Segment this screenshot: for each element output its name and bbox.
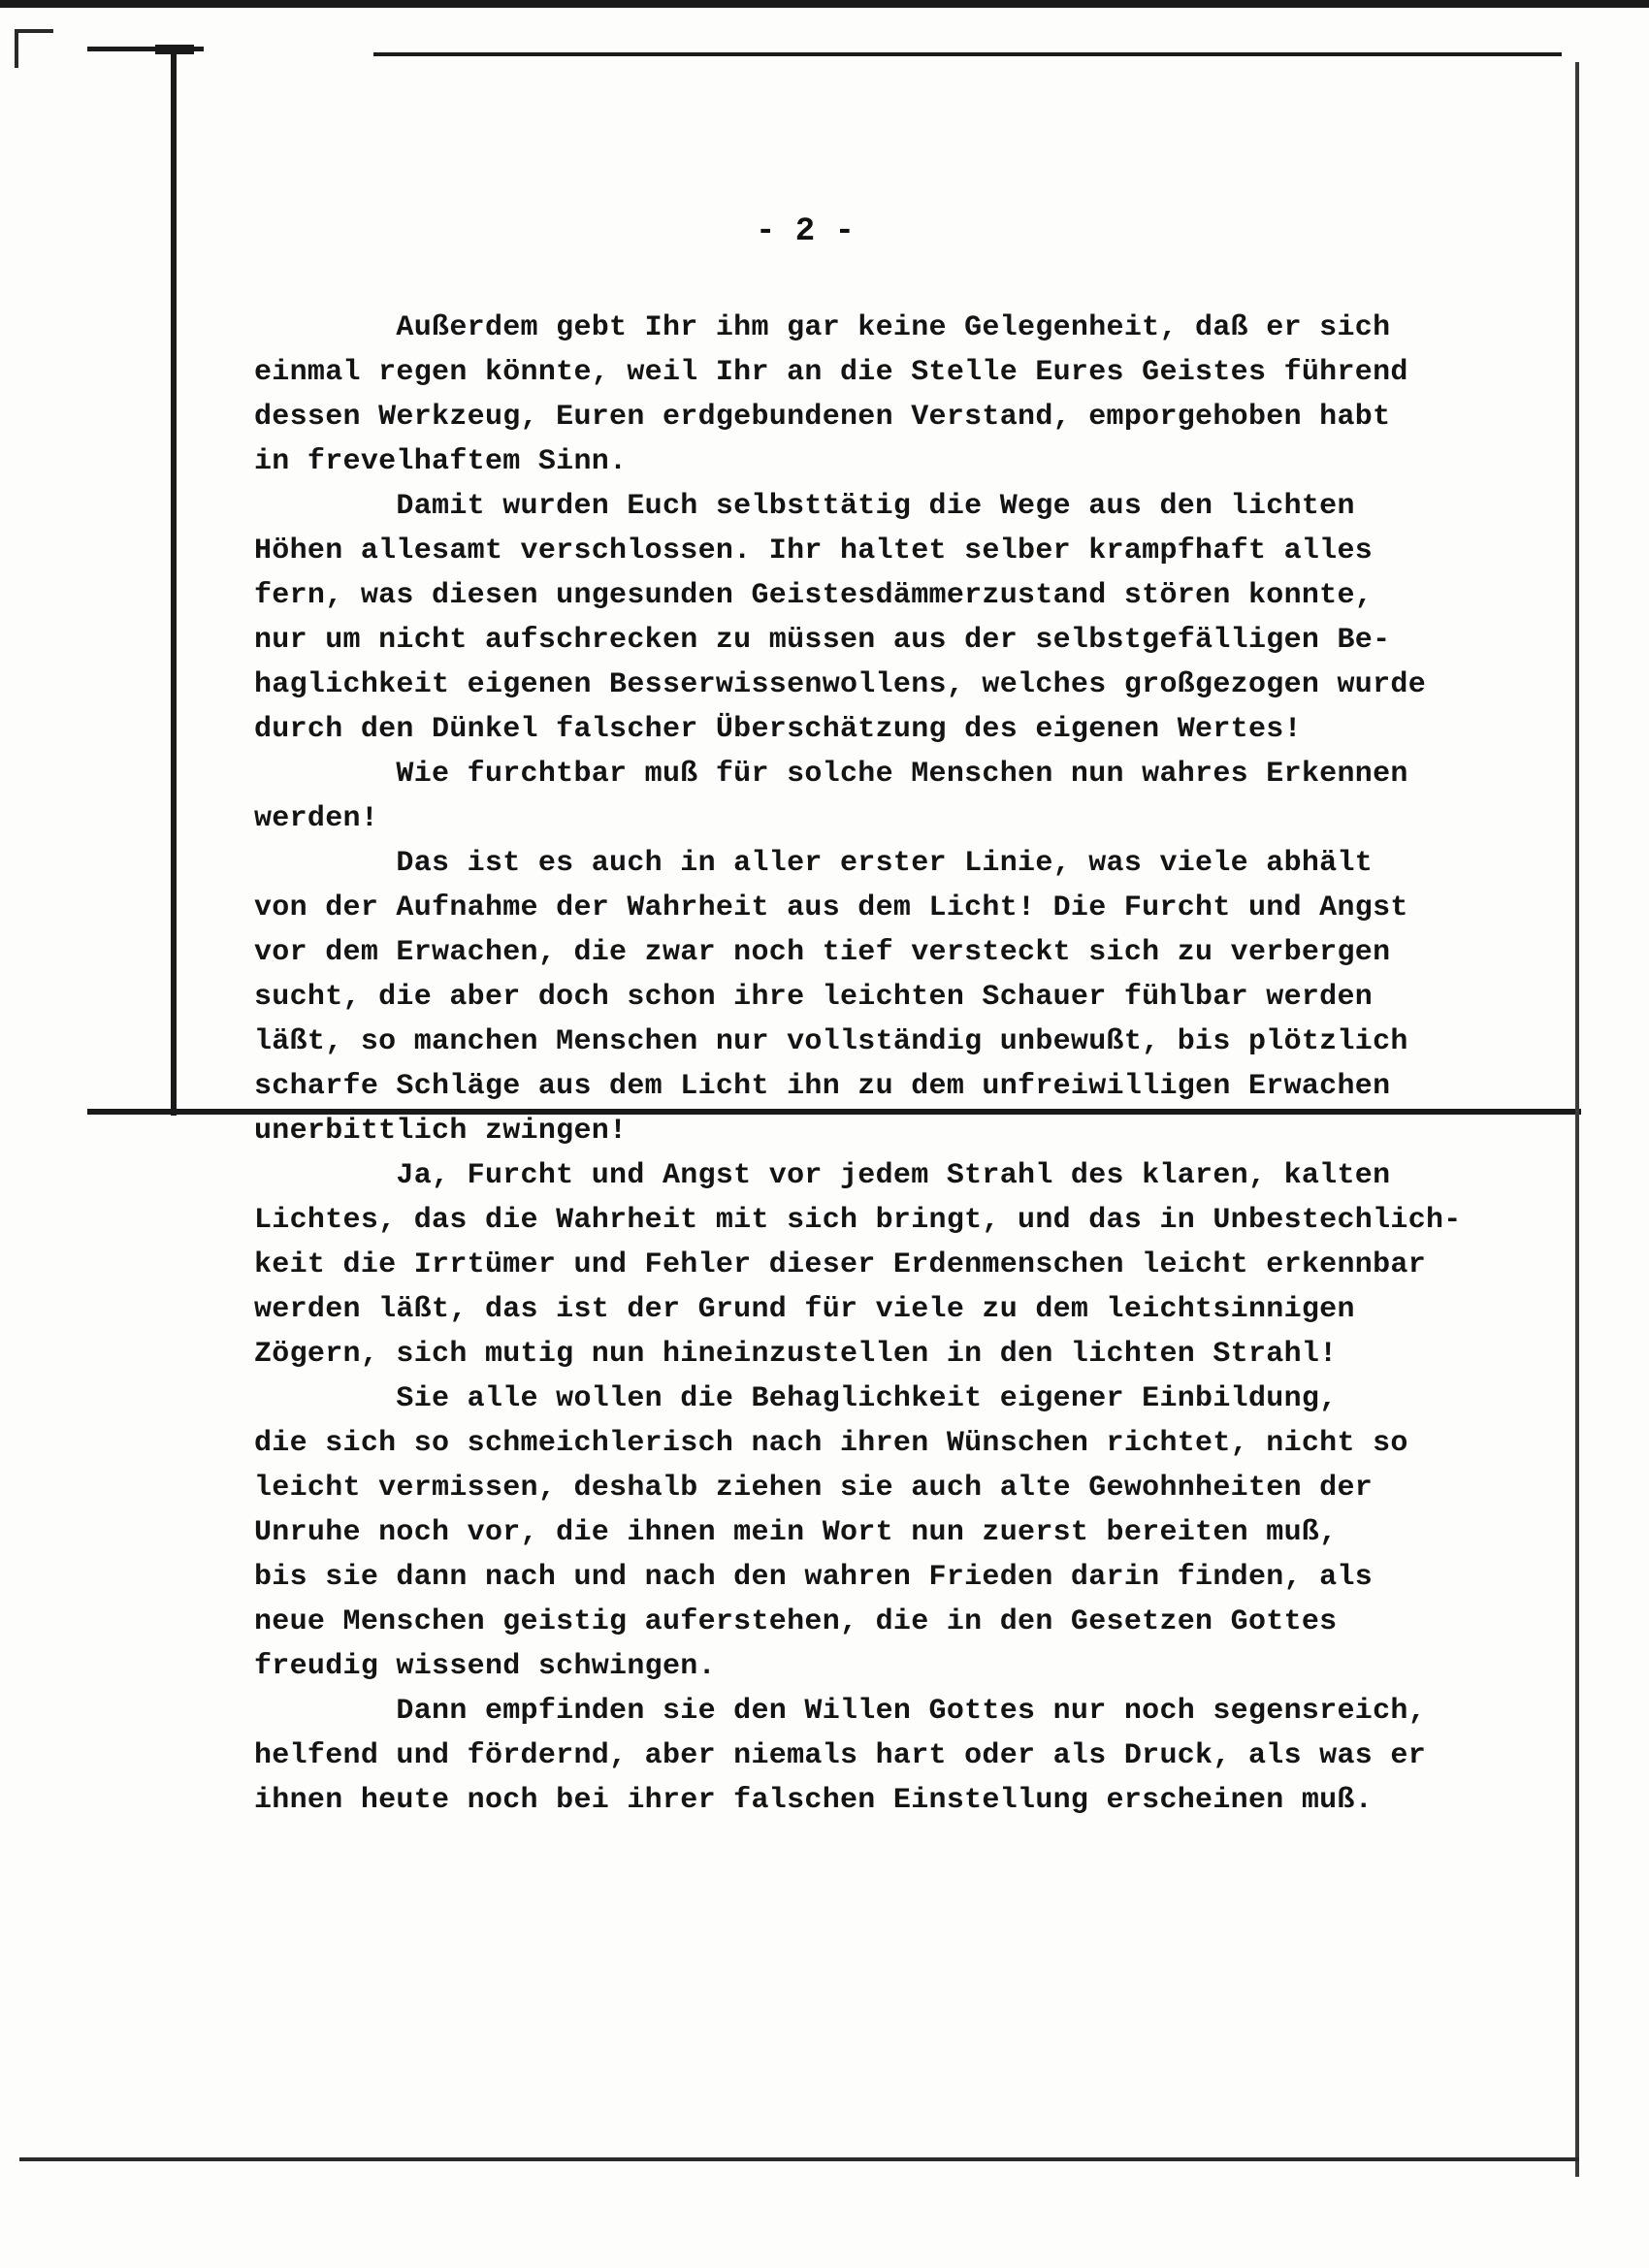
text-line: Ja, Furcht und Angst vor jedem Strahl des klaren, kalten (254, 1159, 1391, 1192)
text-line: Höhen allesamt verschlossen. Ihr haltet selber krampfhaft alles (254, 535, 1374, 567)
text-line: die sich so schmeichlerisch nach ihren Wünschen richtet, nicht so (254, 1427, 1408, 1460)
top-scan-edge (0, 0, 1649, 8)
text-line: Dann empfinden sie den Willen Gottes nur noch segensreich, (254, 1695, 1426, 1728)
text-line: Zögern, sich mutig nun hineinzustellen in den lichten Strahl! (254, 1338, 1338, 1371)
page-number: - 2 - (755, 213, 856, 250)
text-line: vor dem Erwachen, die zwar noch tief versteckt sich zu verbergen (254, 936, 1391, 969)
text-line: helfend und fördernd, aber niemals hart oder als Druck, als was er (254, 1739, 1426, 1772)
text-line: einmal regen könnte, weil Ihr an die Stelle Eures Geistes führend (254, 356, 1408, 389)
text-line: nur um nicht aufschrecken zu müssen aus der selbstgefälligen Be- (254, 624, 1391, 657)
text-line: sucht, die aber doch schon ihre leichten Schauer fühlbar werden (254, 981, 1374, 1014)
text-line: Außerdem gebt Ihr ihm gar keine Gelegenheit, daß er sich (254, 311, 1391, 344)
bottom-page-edge (19, 2157, 1579, 2161)
text-line: ihnen heute noch bei ihrer falschen Einstellung erscheinen muß. (254, 1784, 1374, 1817)
text-line: haglichkeit eigenen Besserwissenwollens, welches großgezogen wurde (254, 668, 1426, 701)
text-line: Das ist es auch in aller erster Linie, was viele abhält (254, 847, 1374, 880)
text-line: werden! (254, 802, 379, 835)
typed-text-body (254, 306, 1515, 1823)
text-line: läßt, so manchen Menschen nur vollständig unbewußt, bis plötzlich (254, 1025, 1408, 1058)
text-line: Damit wurden Euch selbsttätig die Wege aus den lichten (254, 490, 1355, 523)
text-line: fern, was diesen ungesunden Geistesdämmerzustand stören konnte, (254, 579, 1374, 612)
text-line: dessen Werkzeug, Euren erdgebundenen Verstand, emporgehoben habt (254, 401, 1391, 434)
corner-mark-vertical (15, 29, 18, 68)
corner-mark (15, 29, 53, 33)
top-rule-right (373, 52, 1562, 56)
text-line: unerbittlich zwingen! (254, 1115, 628, 1148)
text-line: werden läßt, das ist der Grund für viele zu dem leichtsinnigen (254, 1293, 1355, 1326)
binder-spine (171, 50, 177, 1116)
text-line: keit die Irrtümer und Fehler dieser Erdenmenschen leicht erkennbar (254, 1248, 1426, 1281)
text-line: Sie alle wollen die Behaglichkeit eigener Einbildung, (254, 1382, 1338, 1415)
text-line: Wie furchtbar muß für solche Menschen nun wahres Erkennen (254, 758, 1408, 791)
text-line: Unruhe noch vor, die ihnen mein Wort nun zuerst bereiten muß, (254, 1516, 1338, 1549)
text-line: Lichtes, das die Wahrheit mit sich bringt, und das in Unbestechlich- (254, 1204, 1462, 1237)
right-page-edge (1575, 62, 1579, 2177)
text-line: freudig wissend schwingen. (254, 1650, 716, 1683)
text-line: von der Aufnahme der Wahrheit aus dem Licht! Die Furcht und Angst (254, 891, 1408, 924)
text-line: in frevelhaftem Sinn. (254, 445, 628, 478)
text-line: scharfe Schläge aus dem Licht ihn zu dem unfreiwilligen Erwachen (254, 1070, 1391, 1103)
text-line: leicht vermissen, deshalb ziehen sie auch alte Gewohnheiten der (254, 1472, 1374, 1505)
text-line: bis sie dann nach und nach den wahren Frieden darin finden, als (254, 1561, 1374, 1594)
text-line: durch den Dünkel falscher Überschätzung des eigenen Wertes! (254, 713, 1302, 746)
text-line: neue Menschen geistig auferstehen, die in den Gesetzen Gottes (254, 1605, 1338, 1638)
